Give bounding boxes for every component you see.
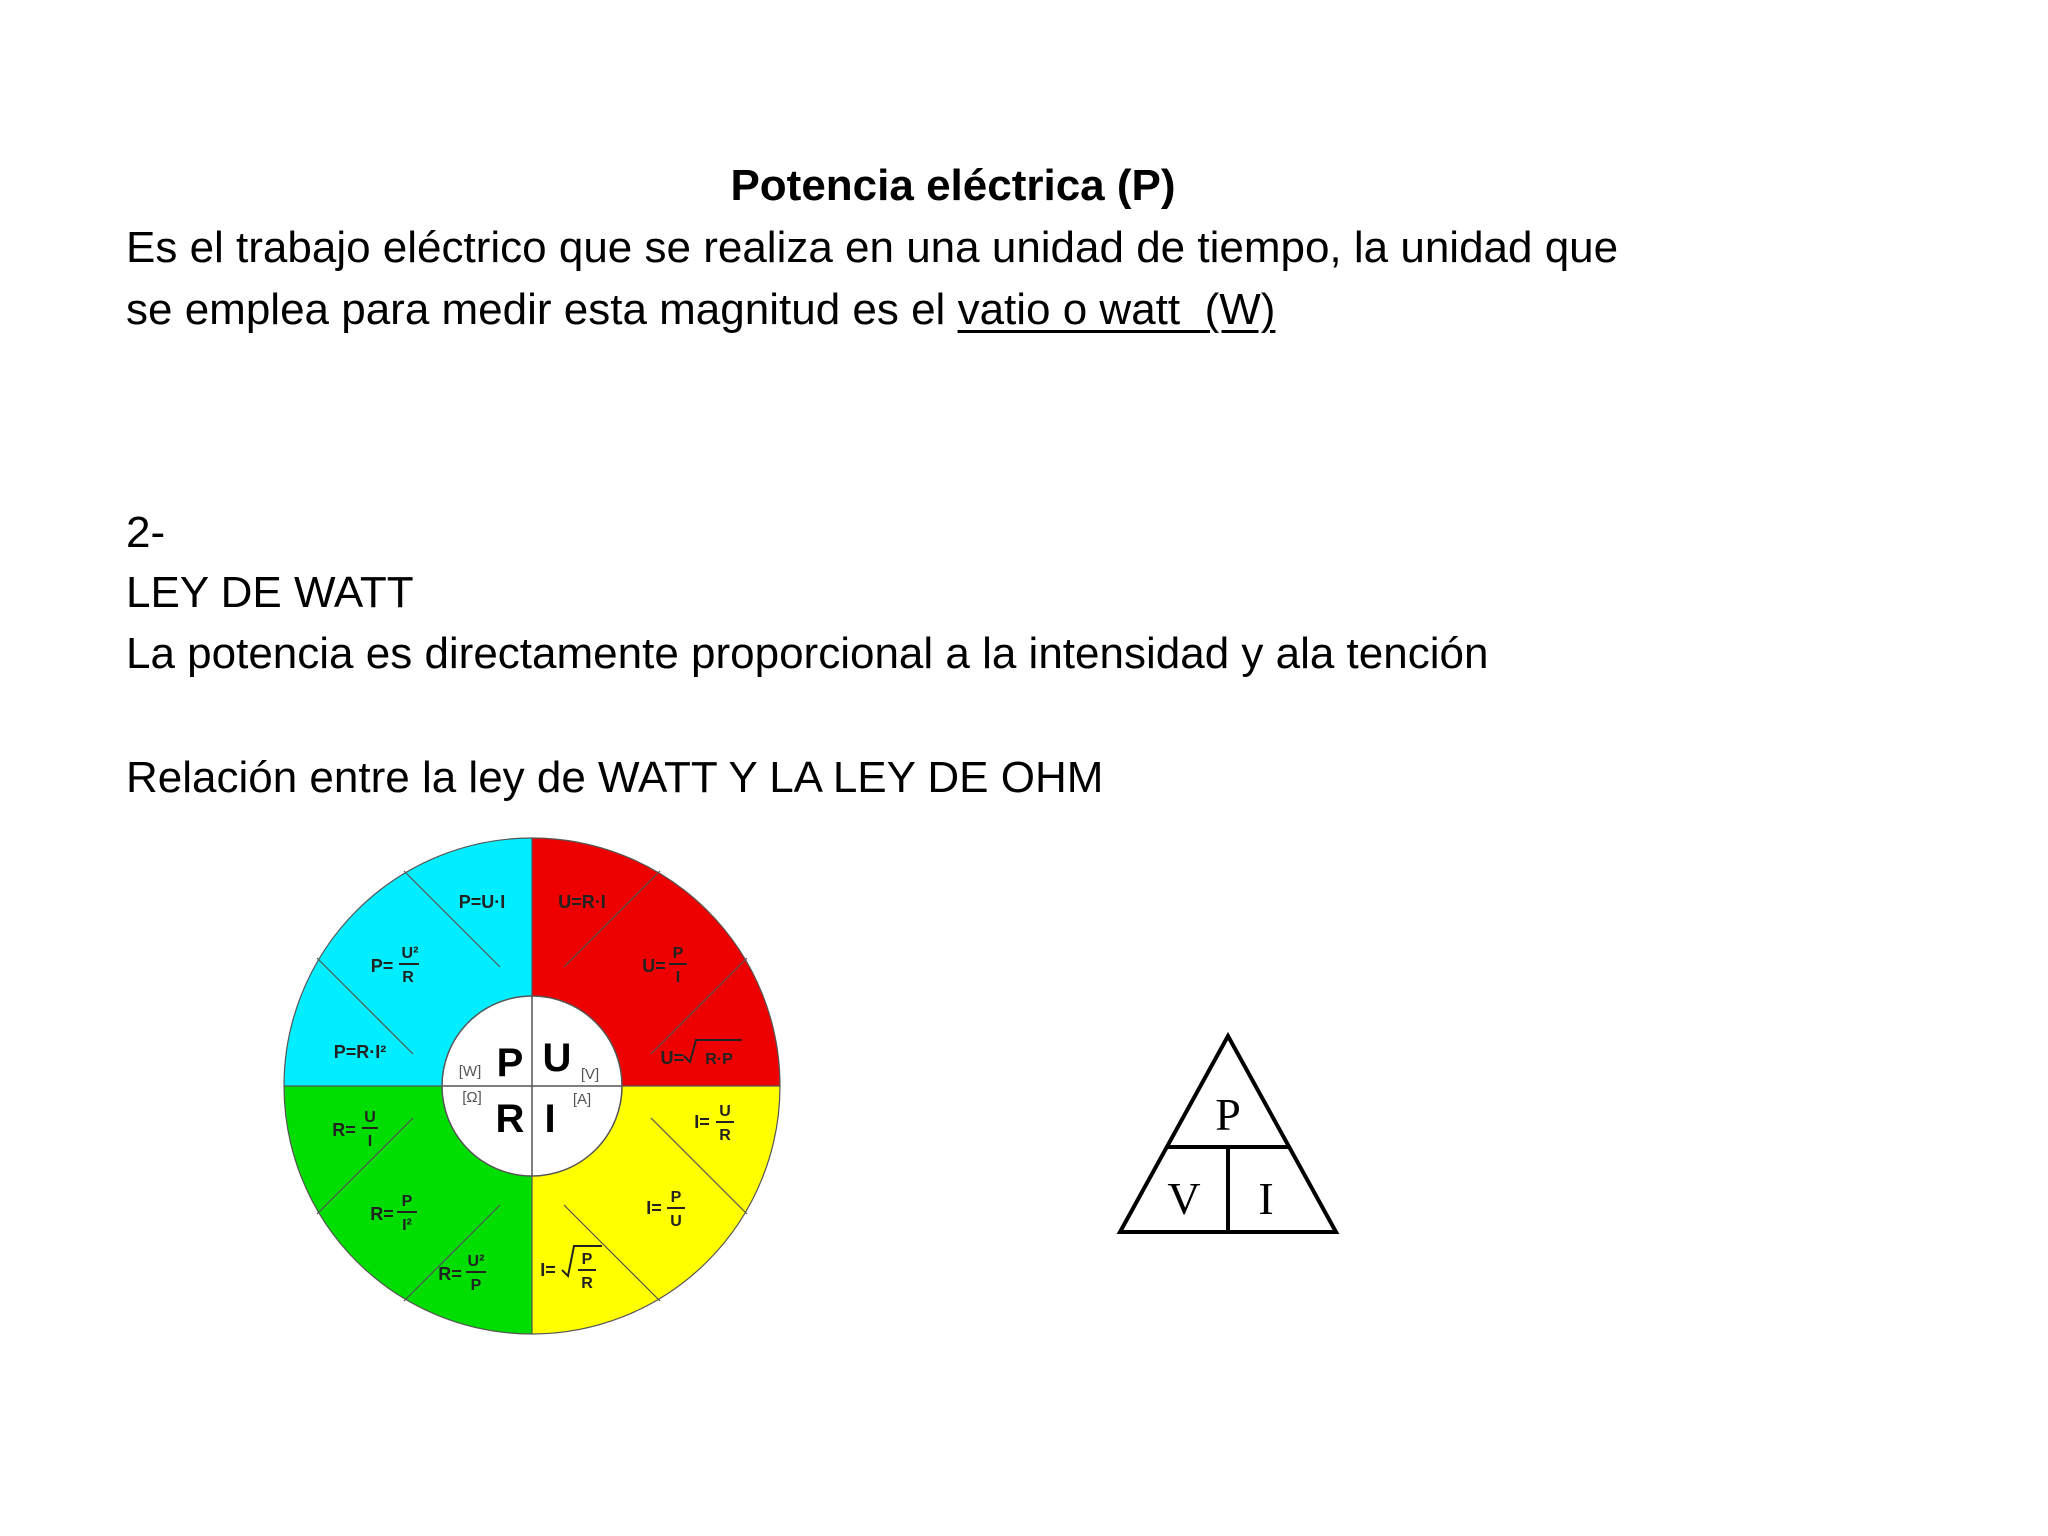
svg-text:U: U — [719, 1103, 731, 1120]
svg-text:R=: R= — [438, 1264, 462, 1284]
center-symbol-r: R — [495, 1097, 525, 1141]
svg-text:R=: R= — [370, 1204, 394, 1224]
unit-watt-underlined: vatio o watt (W) — [957, 285, 1276, 334]
svg-text:I=: I= — [540, 1260, 556, 1280]
svg-text:U²: U² — [401, 945, 419, 962]
center-unit-ohm: [Ω] — [462, 1089, 482, 1106]
triangle-i-label: I — [1258, 1173, 1274, 1224]
intro-line-2-text: se emplea para medir esta magnitud es el — [126, 285, 958, 334]
formula-wheel — [282, 836, 782, 1336]
svg-text:P=: P= — [370, 956, 394, 976]
svg-text:U²: U² — [467, 1253, 485, 1270]
center-symbol-u: U — [542, 1036, 572, 1080]
svg-text:P: P — [670, 1189, 682, 1206]
svg-text:R: R — [719, 1127, 731, 1144]
svg-text:R·P: R·P — [705, 1051, 733, 1068]
formula-p-ui: P=U·I — [458, 892, 506, 912]
formula-u-ri: U=R·I — [558, 892, 606, 912]
svg-text:P: P — [470, 1277, 482, 1294]
svg-text:I: I — [367, 1133, 373, 1150]
svg-text:I²: I² — [402, 1217, 412, 1234]
pvi-triangle — [1116, 1030, 1340, 1240]
law-statement: La potencia es directamente proporcional a la intensidad y ala tención — [126, 629, 1489, 678]
svg-text:U=: U= — [642, 956, 666, 976]
svg-text:U: U — [364, 1109, 376, 1126]
law-title: LEY DE WATT — [126, 568, 414, 617]
svg-text:P: P — [401, 1193, 413, 1210]
svg-text:P: P — [672, 945, 684, 962]
section-number: 2- — [126, 508, 166, 557]
center-symbol-i: I — [544, 1097, 556, 1141]
svg-text:U=: U= — [660, 1048, 684, 1068]
relation-title: Relación entre la ley de WATT Y LA LEY DE OHM — [126, 753, 1104, 802]
center-unit-v: [V] — [580, 1066, 600, 1083]
page-title: Potencia eléctrica (P) — [730, 161, 1176, 210]
formula-p-ri2: P=R·I² — [333, 1042, 387, 1062]
triangle-v-label: V — [1167, 1173, 1201, 1224]
center-unit-a: [A] — [572, 1091, 592, 1108]
intro-line-1: Es el trabajo eléctrico que se realiza en una unidad de tiempo, la unidad que — [126, 223, 1619, 272]
center-unit-w: [W] — [458, 1063, 482, 1080]
triangle-p-label: P — [1215, 1089, 1241, 1140]
svg-text:P: P — [581, 1251, 593, 1268]
svg-text:R: R — [581, 1275, 593, 1292]
svg-text:I: I — [675, 969, 681, 986]
svg-text:R=: R= — [332, 1120, 356, 1140]
svg-text:R: R — [402, 969, 414, 986]
svg-text:I=: I= — [646, 1198, 662, 1218]
intro-line-2 — [126, 280, 1275, 340]
center-symbol-p: P — [496, 1041, 524, 1085]
svg-text:I=: I= — [694, 1112, 710, 1132]
svg-text:U: U — [670, 1213, 682, 1230]
